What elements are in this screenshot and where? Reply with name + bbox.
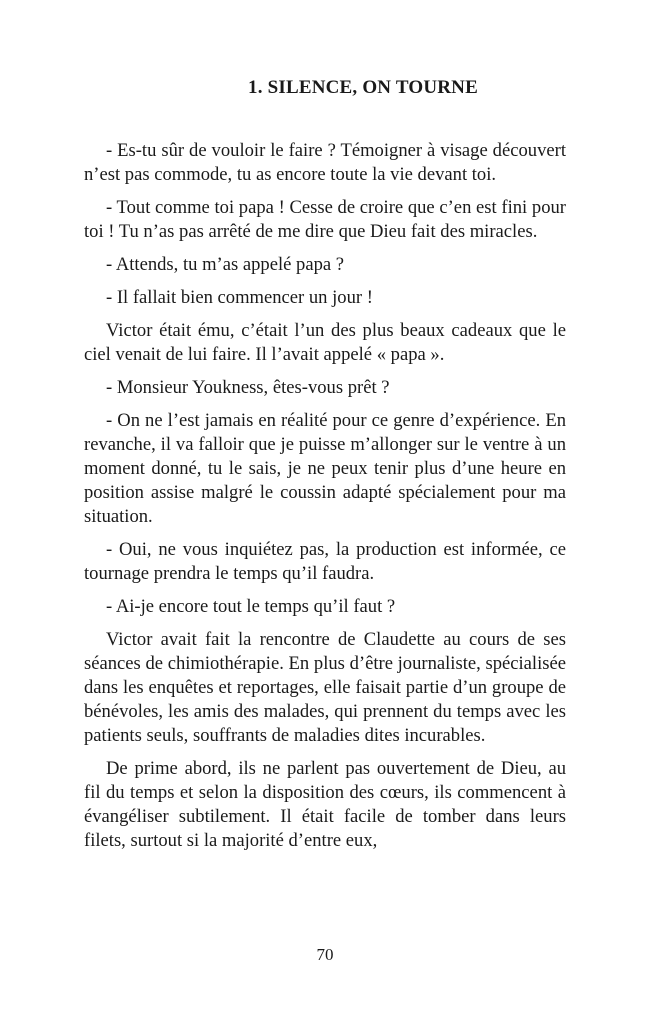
paragraph: - Tout comme toi papa ! Cesse de croire que c’en est fini pour toi ! Tu n’as pas arrêté de me dire que Dieu fait des miracles. [84,197,566,242]
paragraph: De prime abord, ils ne parlent pas ouvertement de Dieu, au fil du temps et selon la disposition des cœurs, ils commencent à évangéliser subtilement. Il était facile de tomber dans leurs filets, surtout si la majorité d’entre eux, [84,758,566,851]
paragraph: - Oui, ne vous inquiétez pas, la production est informée, ce tournage prendra le temps qu’il faudra. [84,539,566,584]
paragraph: - Es-tu sûr de vouloir le faire ? Témoigner à visage découvert n’est pas commode, tu as encore toute la vie devant toi. [84,140,566,185]
page-number: 70 [316,945,334,964]
paragraph: - On ne l’est jamais en réalité pour ce genre d’expérience. En revanche, il va falloir que je puisse m’allonger sur le ventre à un moment donné, tu le sais, je ne peux tenir plus d’une heure en position assise malgré le coussin adapté spécialement pour ma situation. [84,410,566,527]
paragraph: - Ai-je encore tout le temps qu’il faut ? [106,596,396,617]
paragraph: - Monsieur Youkness, êtes-vous prêt ? [106,377,390,398]
body-text [84,139,566,862]
book-page [84,0,566,1035]
paragraph: - Il fallait bien commencer un jour ! [106,287,373,308]
paragraph: - Attends, tu m’as appelé papa ? [106,254,345,275]
paragraph: Victor avait fait la rencontre de Claudette au cours de ses séances de chimiothérapie. En plus d’être journaliste, spécialisée dans les enquêtes et reportages, elle faisait partie d’un groupe de bénévoles, les amis des malades, qui prennent du temps avec les patients seuls, souffrants de maladies dites incurables. [84,629,566,746]
paragraph: Victor était ému, c’était l’un des plus beaux cadeaux que le ciel venait de lui faire. Il l’avait appelé « papa ». [84,320,566,365]
chapter-title: 1. SILENCE, ON TOURNE [248,77,478,98]
